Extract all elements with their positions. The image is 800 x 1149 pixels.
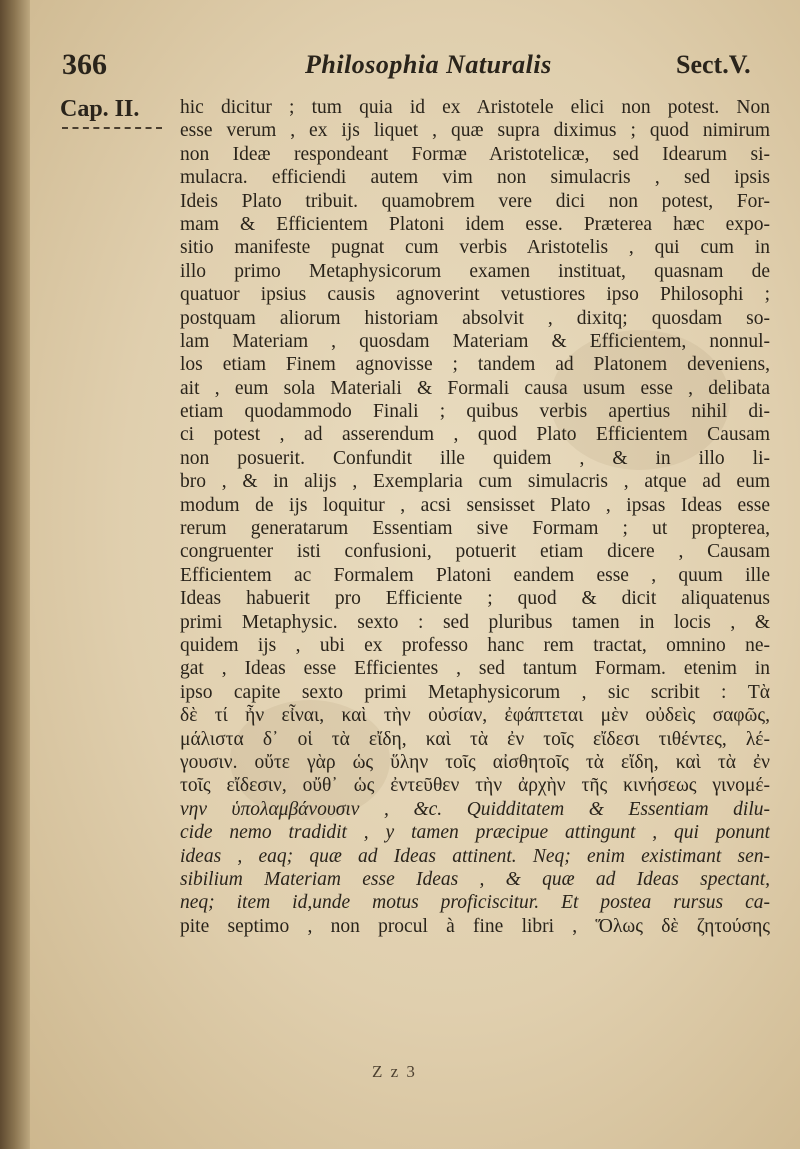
text-line: non posuerit. Confundit ille quidem , & in illo li- (180, 447, 770, 469)
translation-line: ideas , eaq; quæ ad Ideas attinent. Neq; enim existimant sen- (180, 845, 770, 867)
text-line: Ideis Plato tribuit. quamobrem vere dici non potest, For- (180, 190, 770, 212)
text-line: mulacra. efficiendi autem vim non simulacris , sed ipsis (180, 167, 770, 189)
chapter-marginal-note: Cap. II. (60, 96, 140, 122)
text-line: sitio manifeste pugnat cum verbis Aristotelis , qui cum in (180, 237, 770, 259)
page-number: 366 (62, 48, 107, 81)
text-line: ci potest , ad asserendum , quod Plato Efficientem Causam (180, 424, 770, 446)
text-line: lam Materiam , quosdam Materiam & Efficientem, nonnul- (180, 330, 770, 352)
text-line: bro , & in alijs , Exemplaria cum simulacris , atque ad eum (180, 471, 770, 493)
section-mark: Sect.V. (676, 50, 751, 79)
text-line: gat , Ideas esse Efficientes , sed tantum Formam. etenim in (180, 658, 770, 680)
text-line: illo primo Metaphysicorum examen instituat, quasnam de (180, 260, 770, 282)
text-line: pite septimo , non procul à fine libri , Ὅλως δὲ ζητούσης (180, 915, 770, 937)
body-text (180, 96, 770, 938)
text-line: Ideas habuerit pro Efficiente ; quod & dicit aliquatenus (180, 588, 770, 610)
text-line: quatuor ipsius causis agnoverint vetustiores ipso Philosophi ; (180, 284, 770, 306)
greek-text-line: γουσιν. οὔτε γὰρ ὡς ὕλην τοῖς αἰσθητοῖς τὰ εἴδη, καὶ τὰ ἐν (180, 751, 770, 773)
greek-text-line: δὲ τί ἦν εἶναι, καὶ τὴν οὐσίαν, ἐφάπτεται μὲν οὐδεὶς σαφῶς, (180, 705, 770, 727)
text-line: esse verum , ex ijs liquet , quæ supra diximus ; quod nimirum (180, 120, 770, 142)
text-line: mam & Efficientem Platoni idem esse. Præterea hæc expo- (180, 213, 770, 235)
text-line: rerum generatarum Essentiam sive Formam ; ut propterea, (180, 518, 770, 540)
text-line: primi Metaphysic. sexto : sed pluribus tamen in locis , & (180, 611, 770, 633)
translation-line: neq; item id,unde motus proficiscitur. Et postea rursus ca- (180, 892, 770, 914)
text-line: hic dicitur ; tum quia id ex Aristotele elici non potest. Non (180, 97, 770, 118)
text-line: congruenter isti confusioni, potuerit etiam dicere , Causam (180, 541, 770, 563)
translation-line: νην ὑπολαμβάνουσιν , &c. Quidditatem & Essentiam dilu- (180, 798, 770, 820)
signature-mark: Z z 3 (372, 1062, 417, 1081)
translation-line: sibilium Materiam esse Ideas , & quæ ad Ideas spectant, (180, 868, 770, 890)
text-line: modum de ijs loquitur , acsi sensisset Plato , ipsas Ideas esse (180, 494, 770, 516)
text-line: quidem ijs , ubi ex professo hanc rem tractat, omnino ne- (180, 634, 770, 656)
text-line: ipso capite sexto primi Metaphysicorum , sic scribit : Τὰ (180, 681, 770, 703)
text-line: etiam quodammodo Finali ; quibus verbis apertius nihil di- (180, 401, 770, 423)
text-line: ait , eum sola Materiali & Formali causa usum esse , delibata (180, 377, 770, 399)
chapter-underline (62, 127, 162, 129)
text-line: postquam aliorum historiam absolvit , dixitq; quosdam so- (180, 307, 770, 329)
greek-text-line: τοῖς εἴδεσιν, οὔθ᾽ ὡς ἐντεῦθεν τὴν ἀρχὴν τῆς κινήσεως γινομέ- (180, 775, 770, 797)
translation-line: cide nemo tradidit , y tamen præcipue attingunt , qui ponunt (180, 822, 770, 844)
running-title: Philosophia Naturalis (305, 50, 552, 79)
text-line: Efficientem ac Formalem Platoni eandem esse , quum ille (180, 564, 770, 586)
text-line: non Ideæ respondeant Formæ Aristotelicæ, sed Idearum si- (180, 143, 770, 165)
text-line: los etiam Finem agnovisse ; tandem ad Platonem deveniens, (180, 354, 770, 376)
greek-text-line: μάλιστα δ᾽ οἱ τὰ εἴδη, καὶ τὰ ἐν τοῖς εἴδεσι τιθέντες, λέ- (180, 728, 770, 750)
